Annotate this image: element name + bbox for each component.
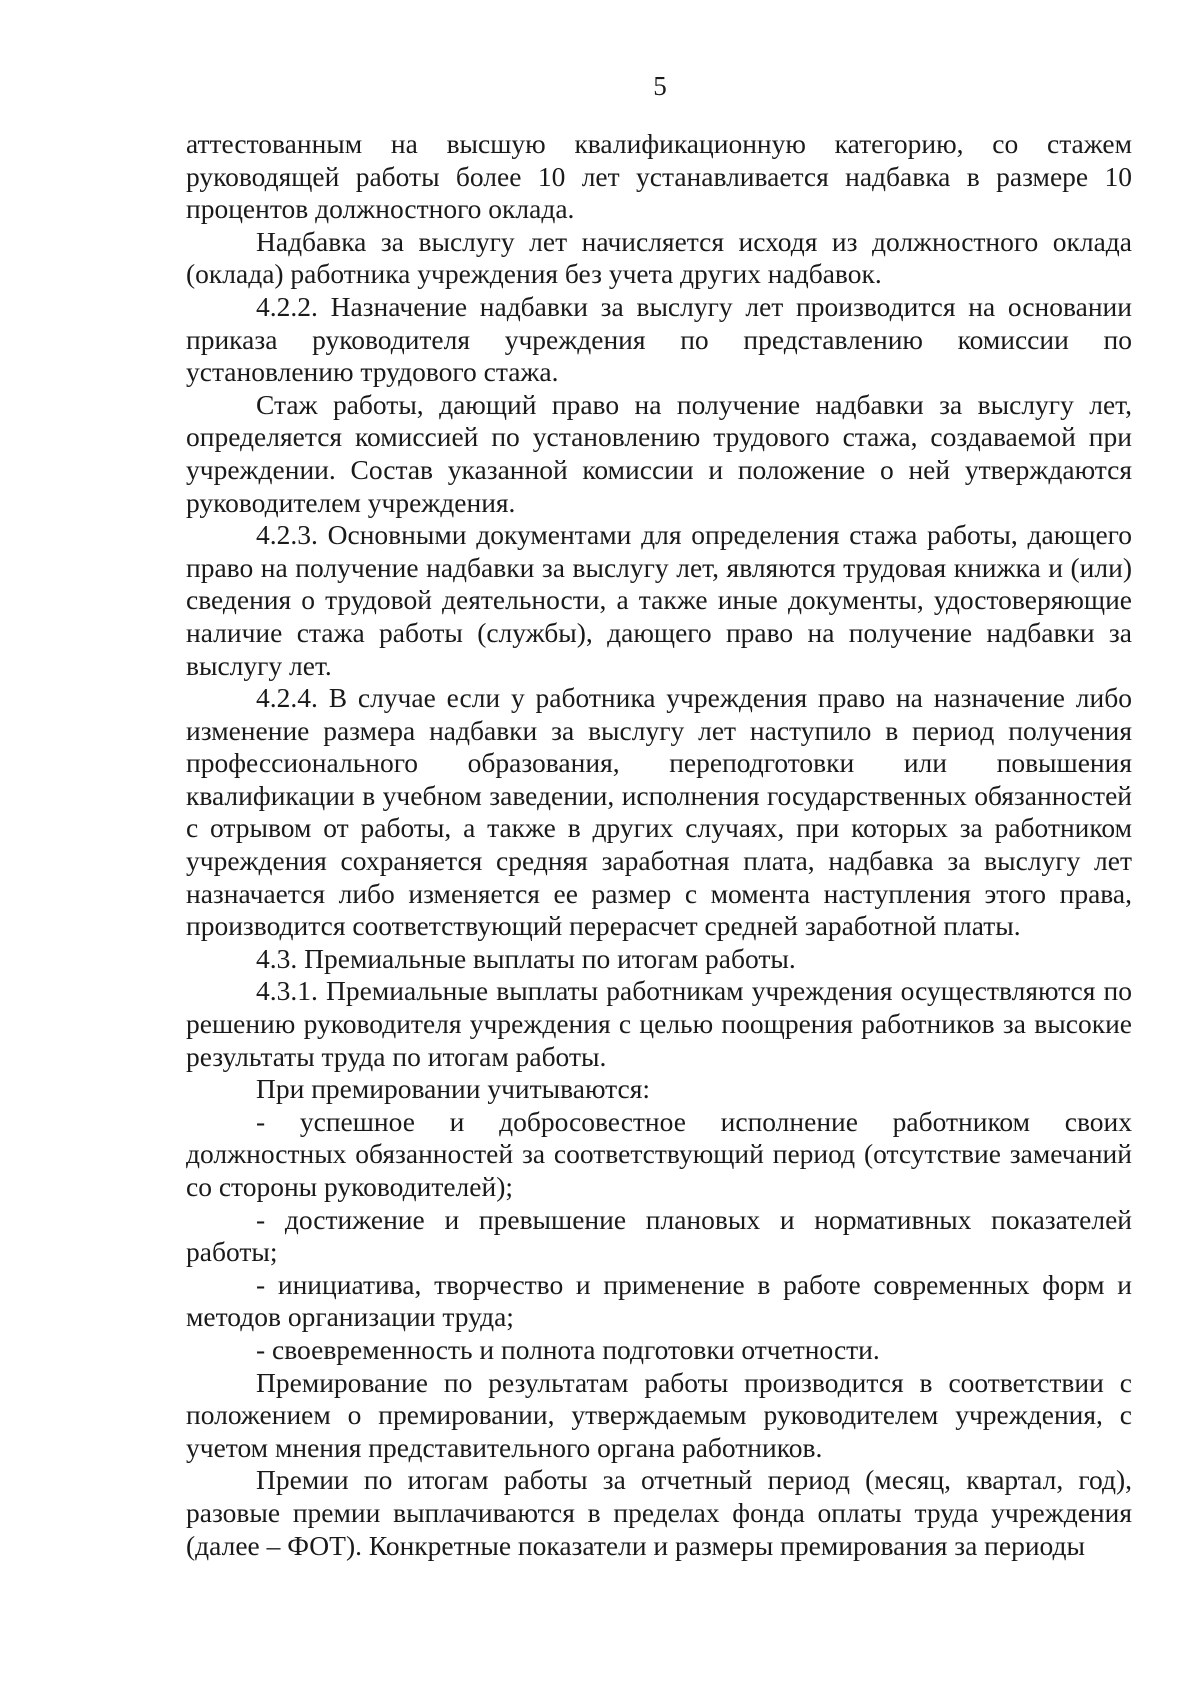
paragraph: Стаж работы, дающий право на получение надбавки за выслугу лет, определяется комиссией по установлению трудового стажа, создаваемой при учреждении. Состав указанной комиссии и положение о ней утверждаются руководителем учреждения. [186,388,1132,518]
page-number: 5 [653,71,667,101]
paragraph: 4.3.1. Премиальные выплаты работникам учреждения осуществляются по решению руководителя учреждения с целью поощрения работников за высокие результаты труда по итогам работы. [186,975,1132,1072]
paragraph: аттестованным на высшую квалификационную категорию, со стажем руководящей работы более 10 лет устанавливается надбавка в размере 10 процентов должностного оклада. [186,128,1132,225]
paragraph: Премии по итогам работы за отчетный период (месяц, квартал, год), разовые премии выплачиваются в пределах фонда оплаты труда учреждения (далее – ФОТ). Конкретные показатели и размеры премирования за периоды [186,1464,1132,1561]
document-body [186,128,1132,1562]
list-item: - достижение и превышение плановых и нормативных показателей работы; [186,1203,1132,1268]
paragraph: 4.2.4. В случае если у работника учреждения право на назначение либо изменение размера надбавки за выслугу лет наступило в период получения профессионального образования, переподготовки или повышения квалификации в учебном заведении, исполнения государственных обязанностей с отрывом от работы, а также в других случаях, при которых за работником учреждения сохраняется средняя заработная плата, надбавка за выслугу лет назначается либо изменяется ее размер с момента наступления этого права, производится соответствующий перерасчет средней заработной платы. [186,682,1132,942]
paragraph: Надбавка за выслугу лет начисляется исходя из должностного оклада (оклада) работника учреждения без учета других надбавок. [186,225,1132,290]
paragraph: 4.2.3. Основными документами для определения стажа работы, дающего право на получение надбавки за выслугу лет, являются трудовая книжка и (или) сведения о трудовой деятельности, а также иные документы, удостоверяющие наличие стажа работы (службы), дающего право на получение надбавки за выслугу лет. [186,519,1132,681]
paragraph: При премировании учитываются: [256,1073,650,1105]
paragraph: 4.2.2. Назначение надбавки за выслугу лет производится на основании приказа руководителя учреждения по представлению комиссии по установлению трудового стажа. [186,290,1132,388]
list-item: - своевременность и полнота подготовки отчетности. [256,1333,880,1365]
paragraph: Премирование по результатам работы производится в соответствии с положением о премировании, утверждаемым руководителем учреждения, с учетом мнения представительного органа работников. [186,1366,1132,1463]
section-heading: 4.3. Премиальные выплаты по итогам работы. [256,942,796,974]
list-item: - инициатива, творчество и применение в работе современных форм и методов организации труда; [186,1268,1132,1333]
list-item: - успешное и добросовестное исполнение работником своих должностных обязанностей за соответствующий период (отсутствие замечаний со стороны руководителей); [186,1105,1132,1202]
